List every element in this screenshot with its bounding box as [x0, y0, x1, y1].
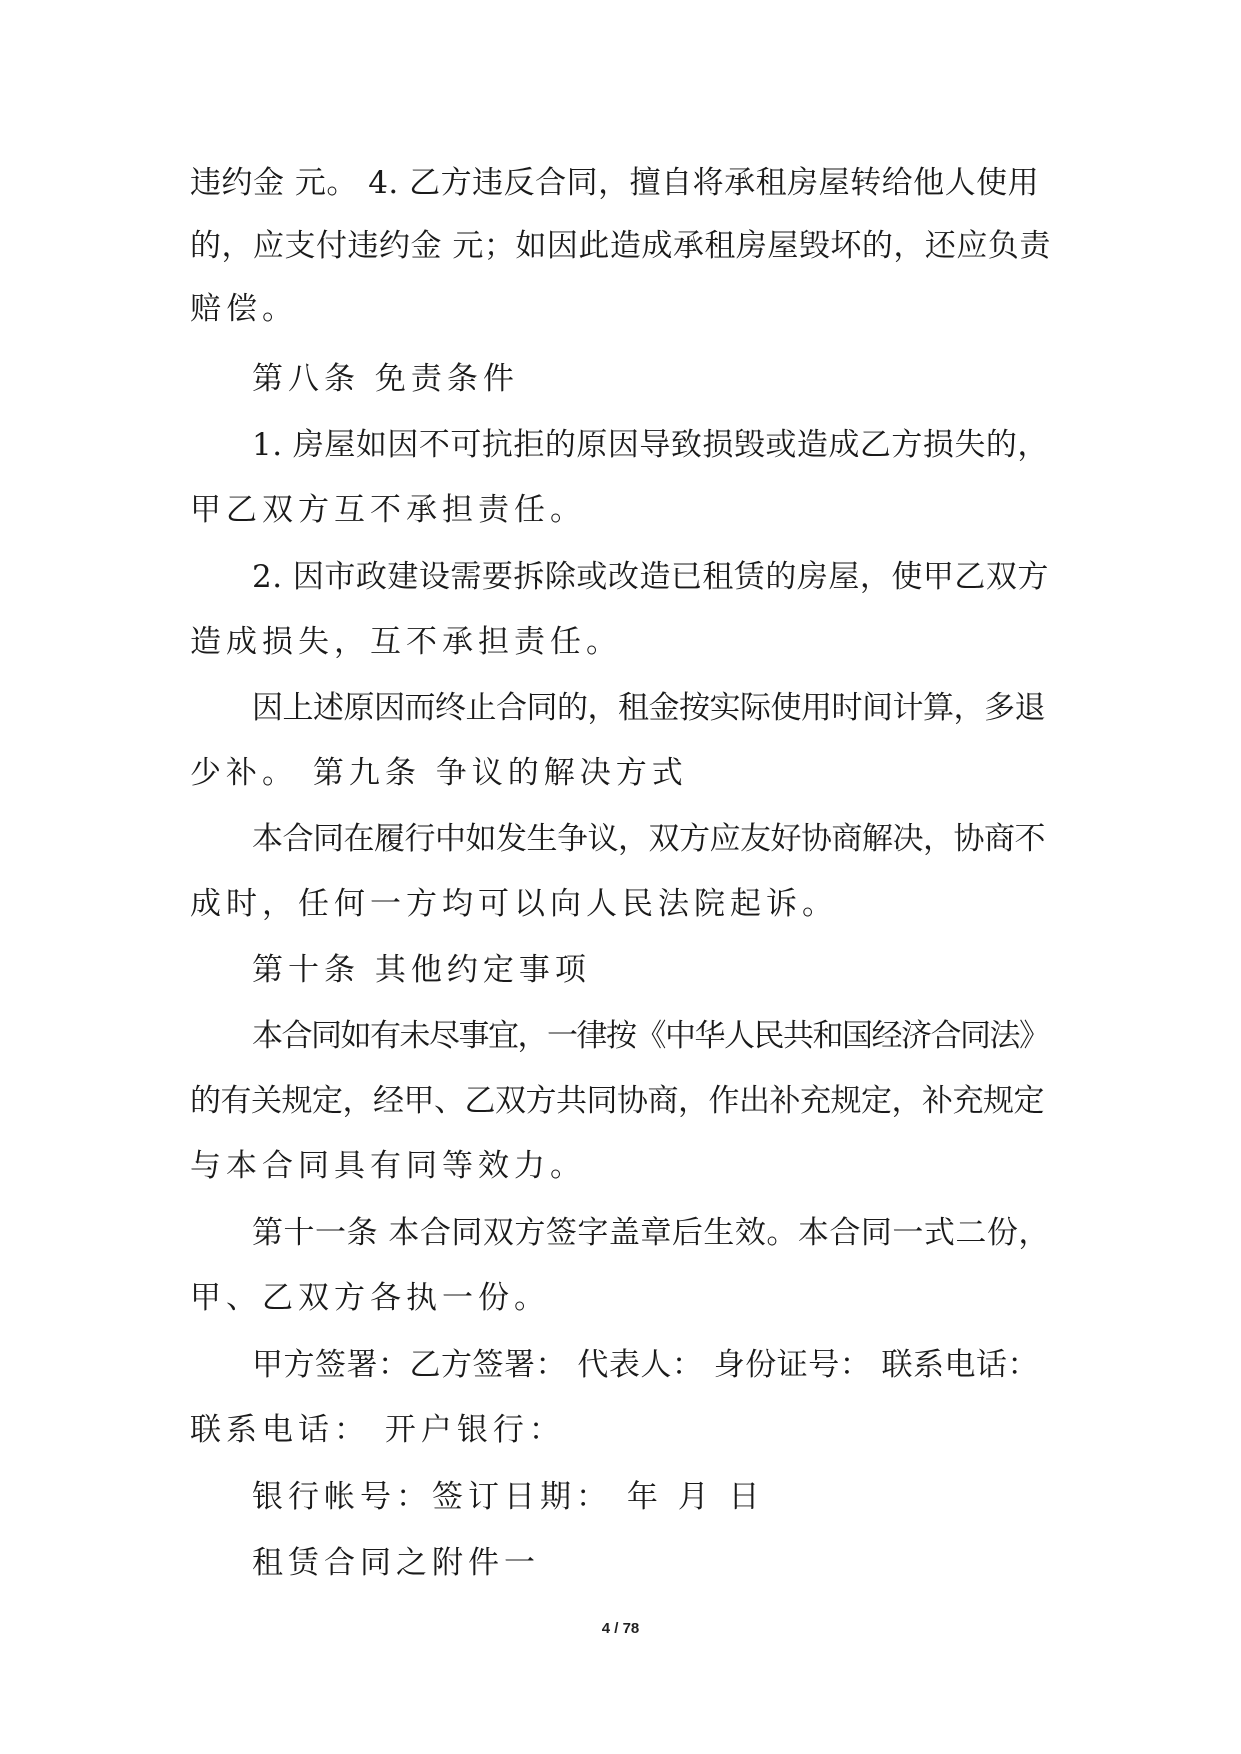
text-line: 第十一条 本合同双方签字盖章后生效。本合同一式二份，: [252, 1215, 1050, 1251]
text-line: 2. 因市政建设需要拆除或改造已租赁的房屋，使甲乙双方: [252, 559, 1049, 595]
text-line: 造成损失，互不承担责任。: [190, 624, 622, 660]
signature-line: 联系电话： 开户银行：: [190, 1412, 565, 1448]
text-line: 赔偿。: [190, 291, 298, 327]
text-line: 成时，任何一方均可以向人民法院起诉。: [190, 886, 838, 922]
appendix-heading: 租赁合同之附件一: [252, 1545, 540, 1581]
section-heading: 第八条 免责条件: [252, 361, 519, 397]
section-heading: 第十条 其他约定事项: [252, 952, 591, 988]
text-line: 的有关规定，经甲、乙双方共同协商，作出补充规定，补充规定: [190, 1083, 1044, 1119]
signature-line: 银行帐号：签订日期： 年 月 日: [252, 1479, 765, 1515]
page-number: 4 / 78: [601, 1620, 640, 1637]
text-line: 因上述原因而终止合同的，租金按实际使用时间计算，多退: [252, 690, 1045, 726]
signature-line: 甲方签署：乙方签署： 代表人： 身份证号： 联系电话：: [252, 1347, 1040, 1383]
text-line: 的，应支付违约金 元；如因此造成承租房屋毁坏的，还应负责: [190, 228, 1051, 264]
text-line: 本合同如有未尽事宜，一律按《中华人民共和国经济合同法》: [252, 1018, 1049, 1054]
text-line: 本合同在履行中如发生争议，双方应友好协商解决，协商不: [252, 821, 1045, 857]
text-line: 与本合同具有同等效力。: [190, 1148, 586, 1184]
text-line: 少补。 第九条 争议的解决方式: [190, 755, 688, 791]
text-line: 甲乙双方互不承担责任。: [190, 492, 586, 528]
text-line: 甲、乙双方各执一份。: [190, 1280, 550, 1316]
text-line: 1. 房屋如因不可抗拒的原因导致损毁或造成乙方损失的，: [252, 427, 1049, 463]
text-line: 违约金 元。 4. 乙方违反合同，擅自将承租房屋转给他人使用: [190, 165, 1040, 201]
